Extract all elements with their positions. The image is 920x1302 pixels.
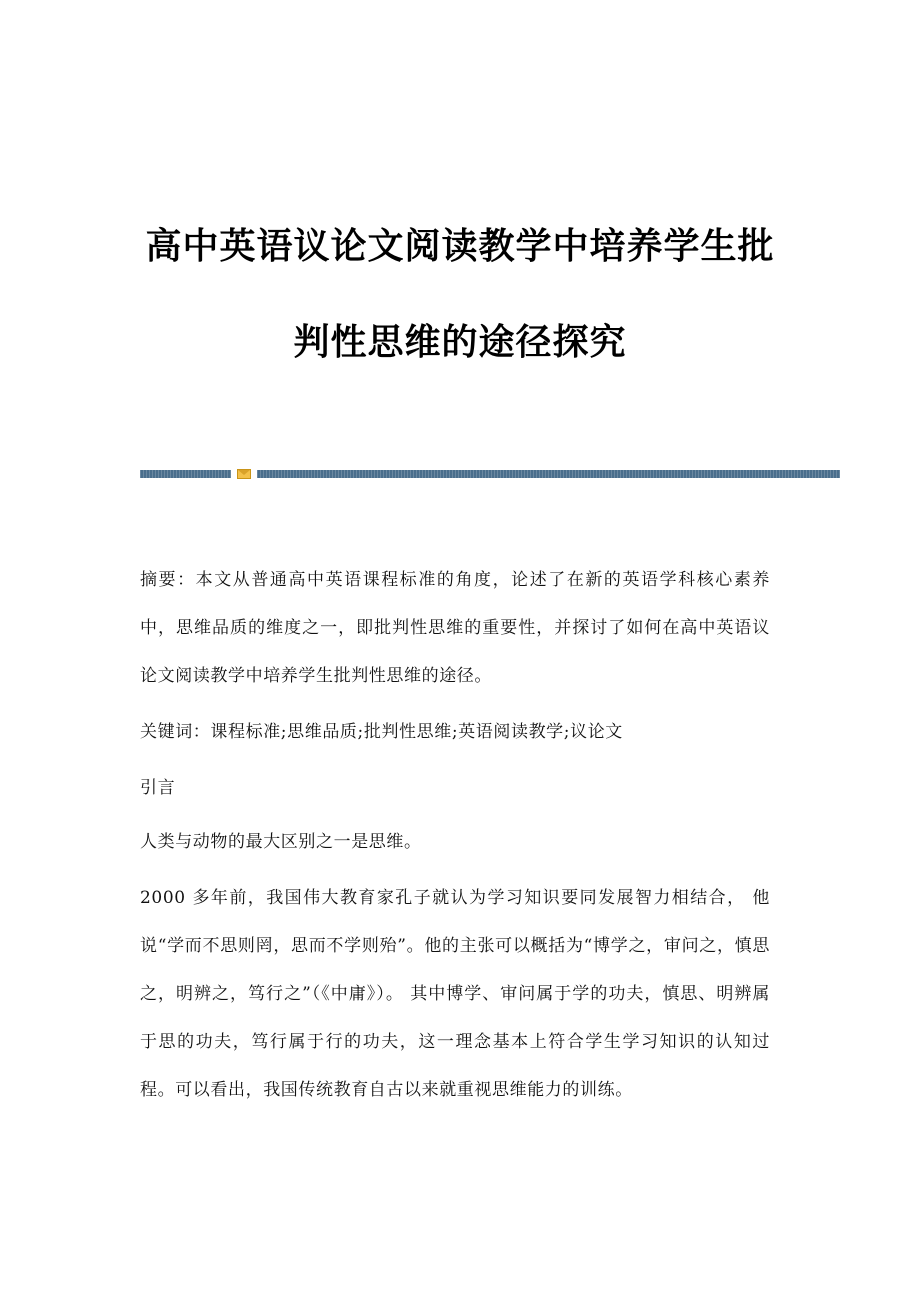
keywords: 关键词：课程标准;思维品质;批判性思维;英语阅读教学;议论文	[140, 722, 623, 742]
title-line-1: 高中英语议论文阅读教学中培养学生批	[145, 226, 775, 267]
abstract: 摘要：本文从普通高中英语课程标准的角度，论述了在新的英语学科核心素养中，思维品质的维度之一，即批判性思维的重要性，并探讨了如何在高中英语议论文阅读教学中培养学生批判性思维的途径。	[140, 570, 770, 686]
divider-left	[140, 470, 231, 478]
paragraph-1: 人类与动物的最大区别之一是思维。	[140, 832, 422, 852]
paragraph-2: 2000 多年前，我国伟大教育家孔子就认为学习知识要同发展智力相结合， 他说“学而不思则罔，思而不学则殆”。他的主张可以概括为“博学之，审问之，慎思之，明辨之，笃行之”（《中庸》）。 其中博学、审问属于学的功夫，慎思、明辨属于思的功夫，笃行属于行的功夫，这一理念基本上符合学生学习知识的认知过程。可以看出，我国传统教育自古以来就重视思维能力的训练。	[140, 888, 770, 1100]
divider-right	[257, 470, 840, 478]
title-line-2: 判性思维的途径探究	[293, 322, 627, 363]
envelope-icon	[237, 469, 251, 479]
intro-heading: 引言	[140, 778, 176, 798]
